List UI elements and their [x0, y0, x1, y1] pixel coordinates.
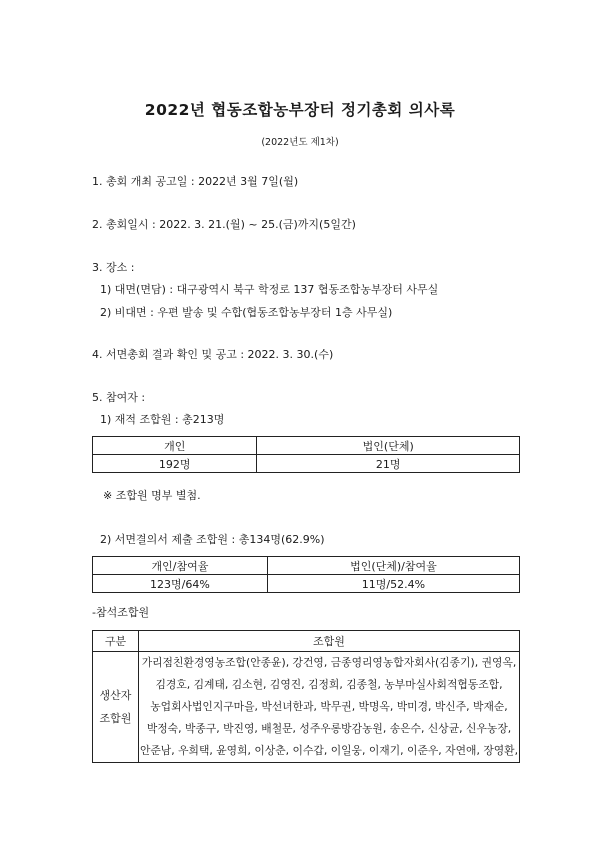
member-line: 김경호, 김계태, 김소현, 김영진, 김정희, 김종철, 농부마실사회적협동조합, — [155, 678, 503, 691]
written-heading: 2) 서면결의서 제출 조합원 : 총134명(62.9%) — [100, 533, 325, 546]
member-line: 박정숙, 박종구, 박진영, 배철문, 성주우롱방감농원, 송은수, 신상균, 신우농장, — [146, 722, 512, 735]
member-line: 안준남, 우희택, 윤영희, 이상춘, 이수갑, 이일웅, 이재기, 이준우, 자연애, 장영환, — [139, 744, 519, 757]
table-header-cell: 법인(단체)/참여율 — [267, 557, 519, 575]
table-cell: 21명 — [257, 455, 520, 473]
table-row — [93, 455, 520, 473]
document-subtitle: (2022년도 제1차) — [261, 137, 339, 148]
place-offline: 1) 대면(면담) : 대구광역시 북구 학정로 137 협동조합농부장터 사무실 — [100, 283, 439, 296]
result-announcement: 4. 서면총회 결과 확인 및 공고 : 2022. 3. 30.(수) — [92, 348, 334, 361]
attending-table — [92, 630, 520, 763]
table-header-row — [93, 557, 520, 575]
written-table — [92, 556, 520, 593]
table-header-cell: 구분 — [93, 631, 139, 652]
participants-heading: 5. 참여자 : — [92, 391, 146, 404]
member-line: 농업회사법인지구마을, 박선녀한과, 박무권, 박명옥, 박미경, 박신주, 박재순, — [150, 700, 508, 713]
members-table — [92, 436, 520, 473]
category-line: 조합원 — [99, 712, 132, 725]
document-title: 2022년 협동조합농부장터 정기총회 의사록 — [144, 101, 456, 119]
category-line: 생산자 — [99, 689, 132, 702]
table-header-cell: 조합원 — [139, 631, 520, 652]
table-cell: 192명 — [93, 455, 257, 473]
notice-date: 1. 총회 개최 공고일 : 2022년 3월 7일(월) — [92, 175, 299, 188]
table-row — [93, 575, 520, 593]
table-cell: 11명/52.4% — [267, 575, 519, 593]
table-header-cell: 법인(단체) — [257, 437, 520, 455]
member-line: 가리점친환경영농조합(안종윤), 강건영, 금종영리영농합자회사(김종기), 권영옥, — [141, 656, 517, 669]
place-online: 2) 비대면 : 우편 발송 및 수합(협동조합농부장터 1층 사무실) — [100, 306, 393, 319]
attending-heading: -참석조합원 — [92, 606, 150, 619]
members-note: ※ 조합원 명부 별첨. — [103, 489, 201, 502]
table-header-cell: 개인/참여율 — [93, 557, 268, 575]
category-cell — [93, 652, 139, 763]
table-header-row — [93, 437, 520, 455]
members-heading: 1) 재적 조합원 : 총213명 — [100, 413, 225, 426]
table-header-cell: 개인 — [93, 437, 257, 455]
table-cell: 123명/64% — [93, 575, 268, 593]
member-list-cell — [139, 652, 520, 763]
table-header-row — [93, 631, 520, 652]
meeting-dates: 2. 총회일시 : 2022. 3. 21.(월) ~ 25.(금)까지(5일간) — [92, 218, 356, 231]
place-heading: 3. 장소 : — [92, 261, 135, 274]
table-row — [93, 652, 520, 763]
